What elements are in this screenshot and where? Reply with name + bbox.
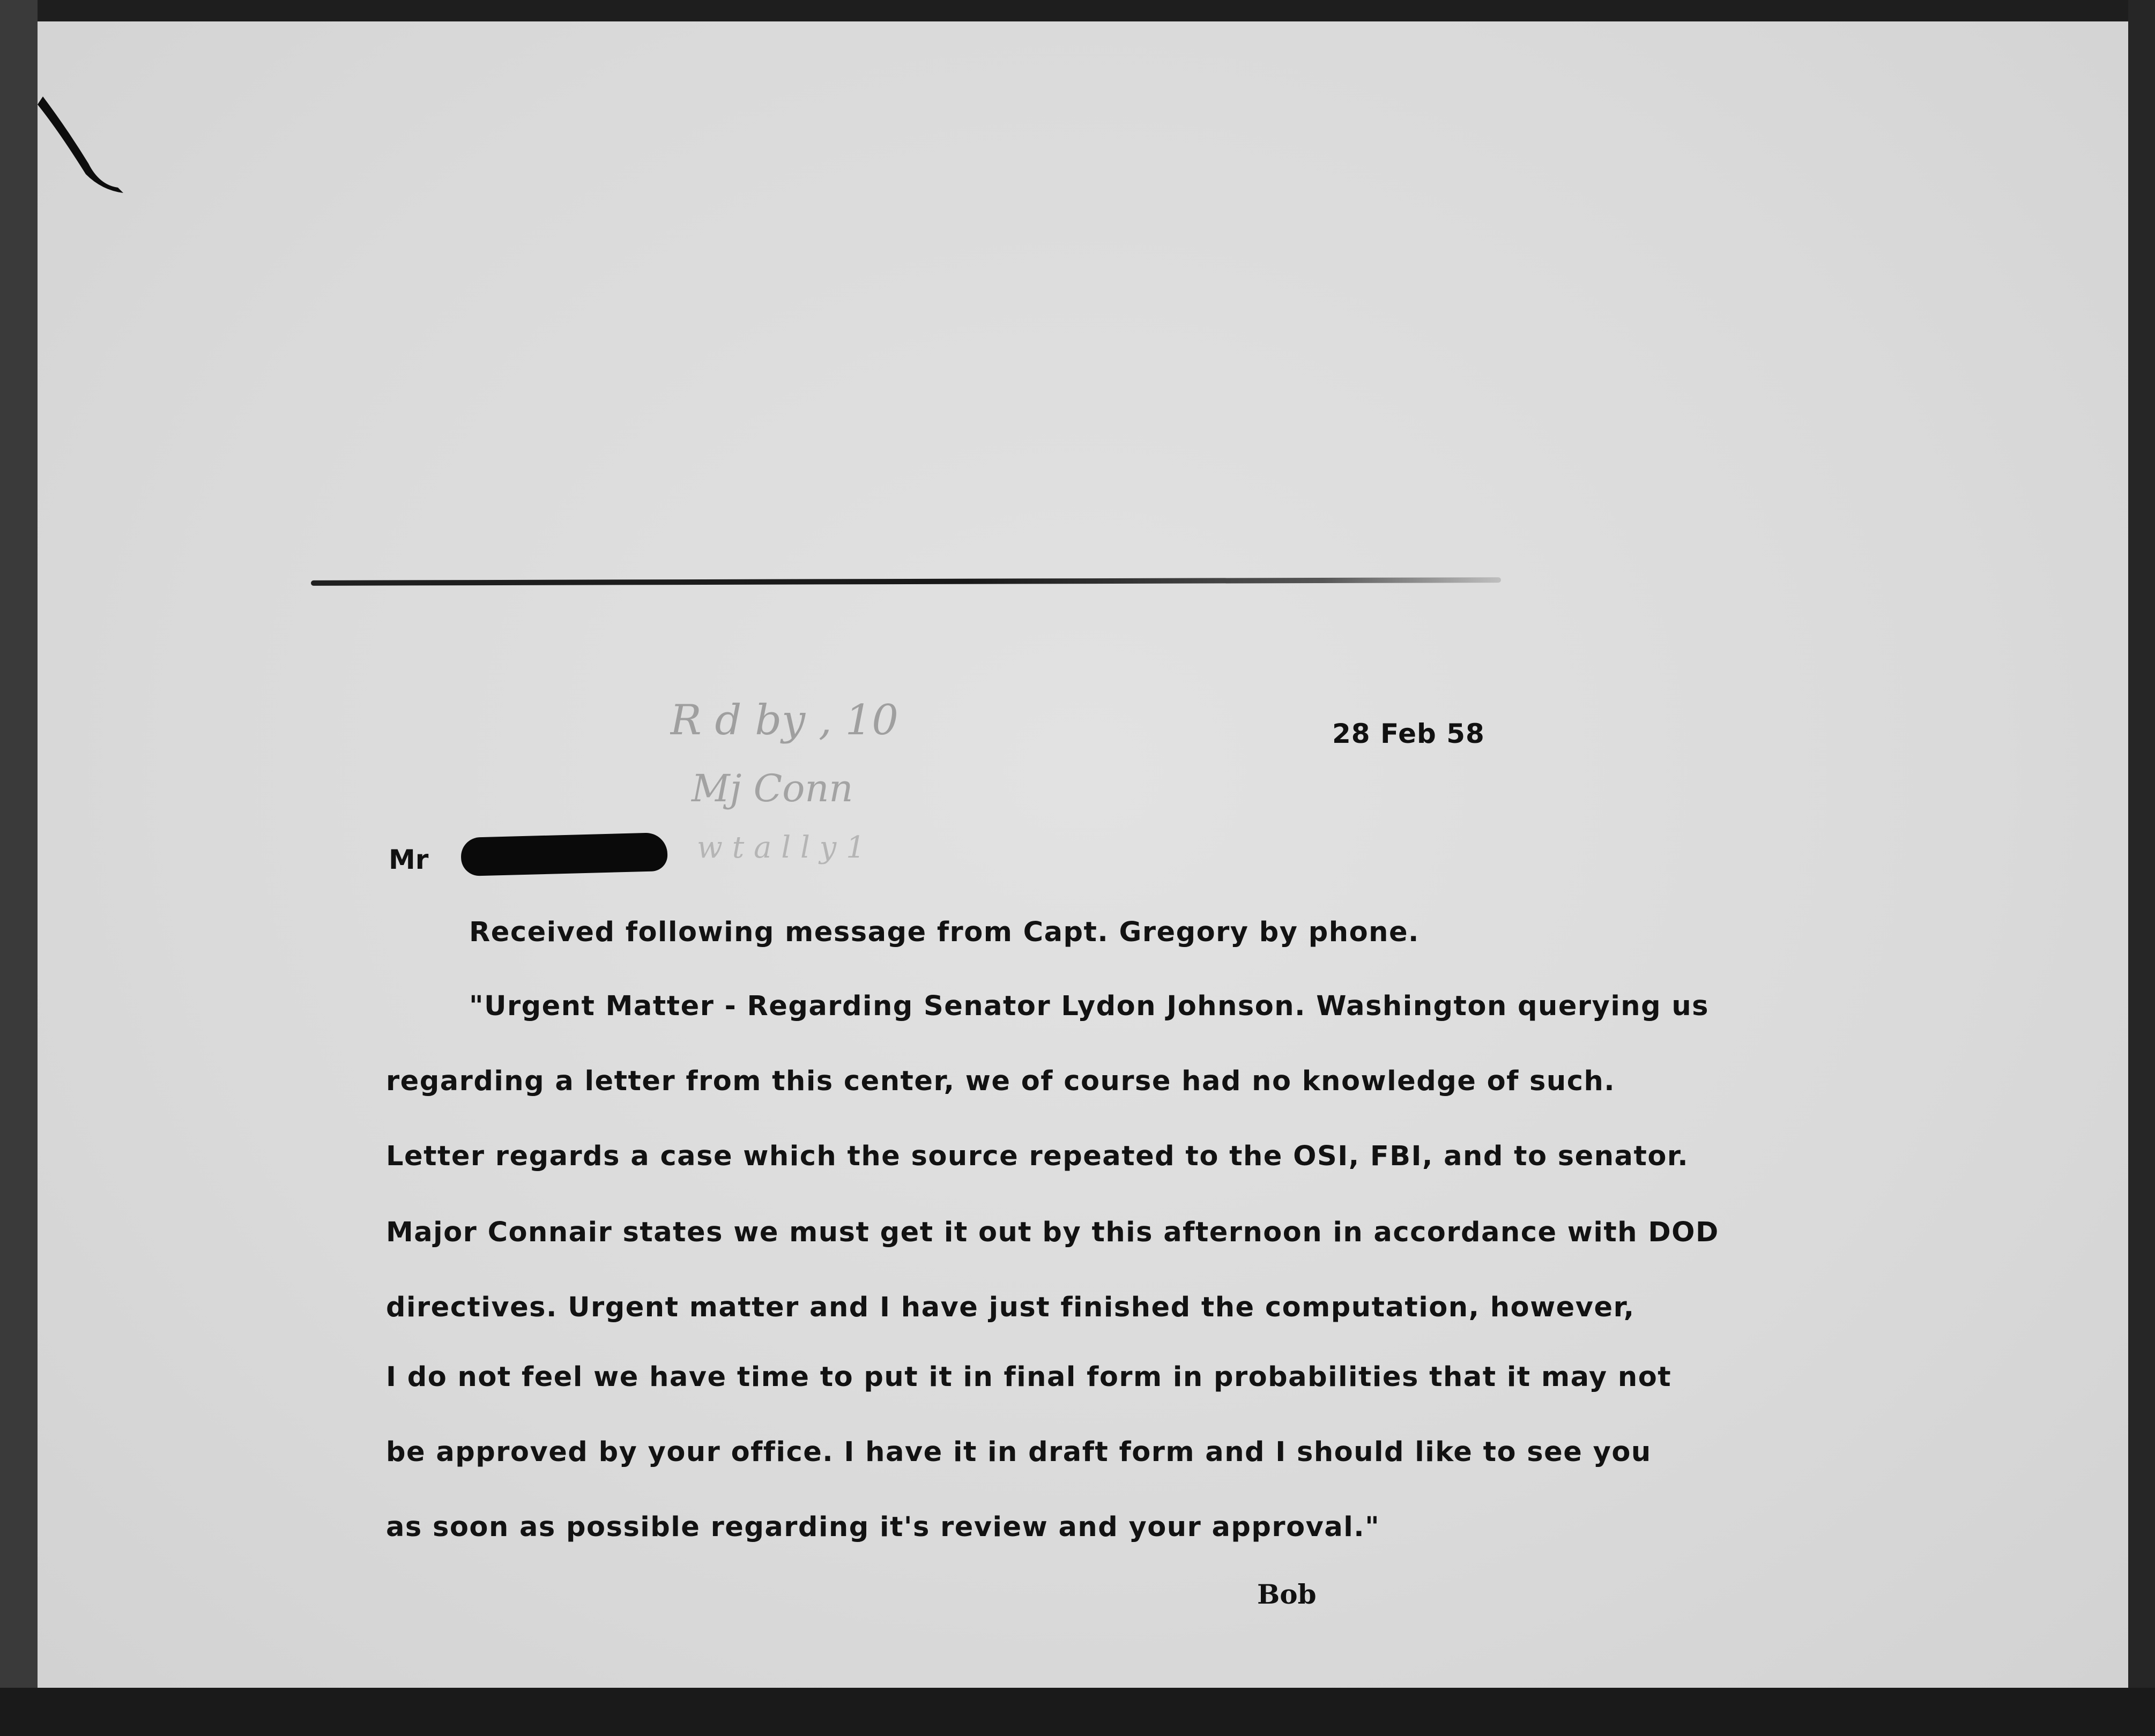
scan-frame-top xyxy=(0,0,2155,21)
scan-frame-left xyxy=(0,0,38,1736)
salutation: Mr xyxy=(389,844,429,875)
corner-mark-icon xyxy=(38,83,145,201)
horizontal-rule xyxy=(311,577,1501,586)
body-line: regarding a letter from this center, we of course had no knowledge of such. xyxy=(386,1066,1616,1097)
body-line: I do not feel we have time to put it in final form in probabilities that it may not xyxy=(386,1361,1672,1393)
handwritten-note-3: w t a l l y 1 xyxy=(697,830,865,865)
body-line: be approved by your office. I have it in draft form and I should like to see you xyxy=(386,1436,1652,1468)
body-line: directives. Urgent matter and I have just finished the computation, however, xyxy=(386,1292,1635,1323)
scan-frame-right xyxy=(2128,0,2155,1736)
body-line: as soon as possible regarding it's review and your approval." xyxy=(386,1511,1380,1543)
handwritten-note-1: R d by , 10 xyxy=(670,696,898,744)
body-line: "Urgent Matter - Regarding Senator Lydon Johnson. Washington querying us xyxy=(469,990,1710,1022)
handwritten-notes xyxy=(670,681,1399,884)
handwritten-note-2: Mj Conn xyxy=(692,766,853,810)
redaction-bar xyxy=(460,832,668,876)
signature: Bob xyxy=(1257,1578,1317,1610)
body-line: Letter regards a case which the source repeated to the OSI, FBI, and to senator. xyxy=(386,1141,1689,1172)
scan-frame-bottom xyxy=(0,1688,2155,1736)
document-page xyxy=(38,21,2128,1688)
document-date: 28 Feb 58 xyxy=(1332,718,1485,749)
body-line: Received following message from Capt. Gregory by phone. xyxy=(469,917,1420,948)
body-line: Major Connair states we must get it out by this afternoon in accordance with DOD xyxy=(386,1217,1719,1248)
